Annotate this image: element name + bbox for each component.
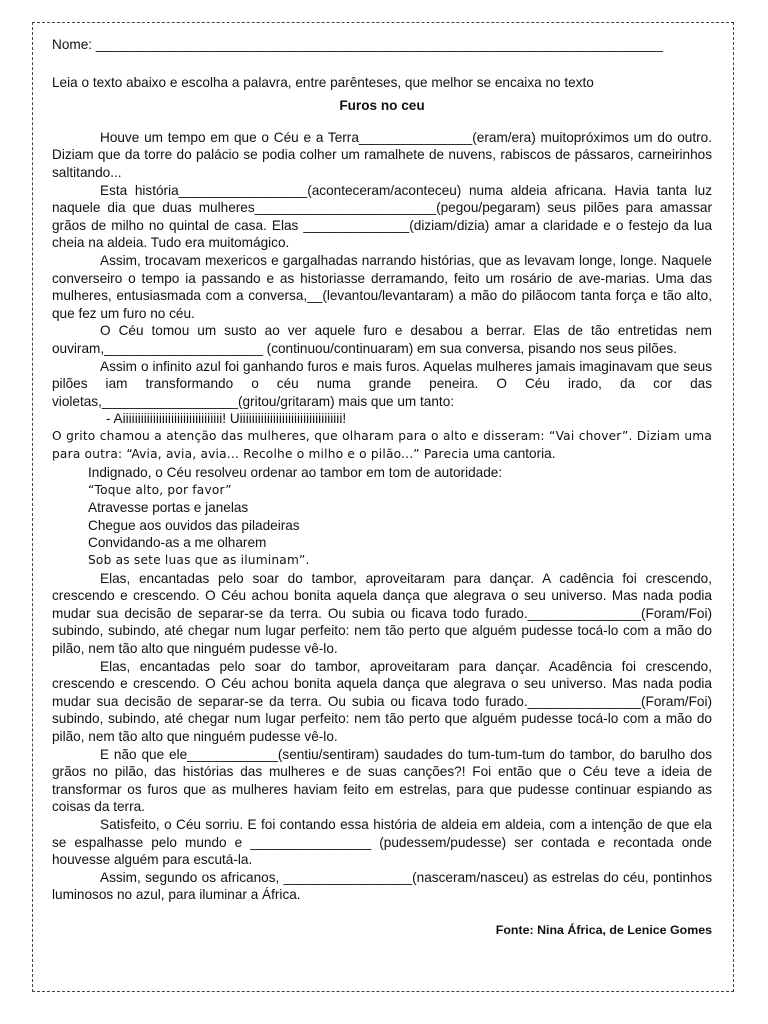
paragraph-11: Satisfeito, o Céu sorriu. E foi contando essa história de aldeia em aldeia, com a intenção de que ela se espalhasse pelo mundo e ________________ (pudessem/pudesse) ser contada e recontada onde houvesse alguém para escutá-la. [52,816,712,868]
worksheet-content [52,36,712,940]
source-credit: Fonte: Nina África, de Lenice Gomes [495,922,712,937]
paragraph-6-text: O grito chamou a atenção das mulheres, que olharam para o alto e disseram: “Vai chover”. Diziam uma para outra: “Avia, avia, avia... Recolhe o milho e o pilão...” Parecia [52,428,712,462]
paragraph-6 [52,428,712,464]
paragraph-1: Houve um tempo em que o Céu e a Terra_______________(eram/era) muitopróximos um do outro. Diziam que da torre do palácio se podia colher um ramalhete de nuvens, rabiscos de pássaros, carneirinhos saltitando... [52,129,712,180]
paragraph-9: Elas, encantadas pelo soar do tambor, aproveitaram para dançar. Acadência foi crescendo, crescendo e crescendo. O Céu achou bonita aquela dança que alegrava o seu universo. Mas nada podia mudar sua decisão de separar-se da terra. Ou subia ou ficava todo furado._______________(Foram/Foi) subindo, subindo, até chegar num lugar perfeito: nem tão perto que alguém pudesse tocá-lo com a mão do pilão, nem tão alto que ninguém pudesse vê-lo. [52,658,712,744]
poem-line-5: Sob as sete luas que as iluminam”. [88,553,310,568]
story-title: Furos no ceu [339,98,425,114]
paragraph-3: Assim, trocavam mexericos e gargalhadas narrando histórias, que as levavam longe, longe. Naquele converseiro o tempo ia passando e as historiasse derramando, feito um rosário de ave-marias. Uma das mulheres, entusiasmada com a conversa,__(levantou/levantaram) a mão do pilãocom tanta força e tão alto, que fez um furo no céu. [52,252,712,321]
poem-line-4: Convidando-as a me olharem [88,535,267,551]
paragraph-12: Assim, segundo os africanos, _________________(nasceram/nasceu) as estrelas do céu, pontinhos luminosos no azul, para iluminar a África. [52,869,712,903]
paragraph-2: Esta história_________________(aconteceram/aconteceu) numa aldeia africana. Havia tanta luz naquele dia que duas mulheres________________________(pegou/pegaram) seus pilões para amassar grãos de milho no quintal de casa. Elas ______________(diziam/dizia) amar a claridade e o festejo da lua cheia na aldeia. Tudo era muitomágico. [52,182,712,251]
poem-line-1: “Toque alto, por favor” [88,482,232,497]
paragraph-10: E não que ele____________(sentiu/sentiram) saudades do tum-tum-tum do tambor, do barulho dos grãos no pilão, das histórias das mulheres e de suas canções?! Foi então que o Céu teve a ideia de transformar os furos que as mulheres haviam feito em estrelas, para que pudesse continuar espiando as coisas da terra. [52,746,712,815]
paragraph-8: Elas, encantadas pelo soar do tambor, aproveitaram para dançar. A cadência foi crescendo, crescendo e crescendo. O Céu achou bonita aquela dança que alegrava o seu universo. Mas nada podia mudar sua decisão de separar-se da terra. Ou subia ou ficava todo furado._______________(Foram/Foi) subindo, subindo, até chegar num lugar perfeito: nem tão perto que alguém pudesse tocá-lo com a mão do pilão, nem tão alto que ninguém pudesse vê-lo. [52,570,712,656]
paragraph-6-end: uma cantoria. [469,446,556,462]
sky-cry: - Aiiiiiiiiiiiiiiiiiiiiiiiiiiiiiiiii! Uiiiiiiiiiiiiiiiiiiiiiiiiiiiiiiiiii! [106,411,347,427]
poem-line-3: Chegue aos ouvidos das piladeiras [88,517,300,533]
paragraph-5: Assim o infinito azul foi ganhando furos e mais furos. Aquelas mulheres jamais imaginavam que seus pilões iam transformando o céu numa grande peneira. O Céu irado, da cor das violetas,__________________(gritou/gritaram) mais que um tanto: [52,358,712,409]
paragraph-7: Indignado, o Céu resolveu ordenar ao tambor em tom de autoridade: [88,465,503,481]
paragraph-4: O Céu tomou um susto ao ver aquele furo e desabou a berrar. Elas de tão entretidas nem ouviram,_____________________ (continuou/continuaram) em sua conversa, pisando nos seus pilões. [52,323,712,356]
poem-line-2: Atravesse portas e janelas [88,500,249,516]
instruction-text: Leia o texto abaixo e escolha a palavra, entre parênteses, que melhor se encaixa no texto [52,74,594,90]
name-field[interactable]: Nome: ___________________________________________________________________________ [52,37,663,52]
